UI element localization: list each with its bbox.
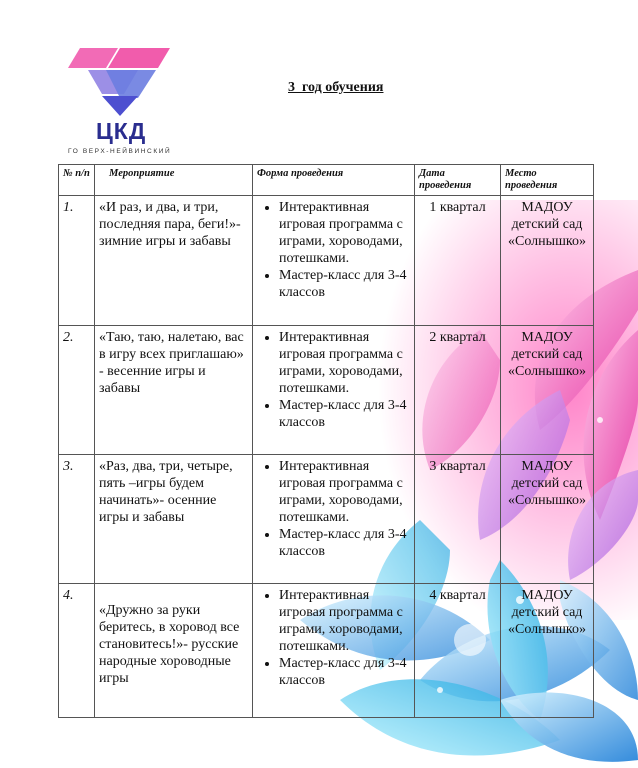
row-place: МАДОУ детский сад «Солнышко» (501, 584, 594, 718)
form-item: • Мастер-класс для 3-4 классов (279, 526, 410, 560)
row-event: «Таю, таю, налетаю, вас в игру всех приглашаю» - весенние игры и забавы (95, 326, 253, 455)
row-place: МАДОУ детский сад «Солнышко» (501, 196, 594, 326)
logo-text: ЦКД (96, 118, 147, 144)
header-place: Место проведения (501, 165, 594, 196)
form-item: • Интерактивная игровая программа с играми, хороводами, потешками. (279, 199, 410, 267)
form-item: • Интерактивная игровая программа с играми, хороводами, потешками. (279, 587, 410, 655)
header-date: Дата проведения (415, 165, 501, 196)
row-place: МАДОУ детский сад «Солнышко» (501, 326, 594, 455)
table-header-row (59, 165, 594, 196)
row-date: 1 квартал (415, 196, 501, 326)
form-item: • Интерактивная игровая программа с играми, хороводами, потешками. (279, 458, 410, 526)
form-item: • Интерактивная игровая программа с играми, хороводами, потешками. (279, 329, 410, 397)
row-number: 4. (59, 584, 95, 718)
row-event: «Раз, два, три, четыре, пять –игры будем начинать»- осенние игры и забавы (95, 455, 253, 584)
table-row (59, 196, 594, 326)
table-row (59, 326, 594, 455)
form-item: • Мастер-класс для 3-4 классов (279, 655, 410, 689)
table-row (59, 584, 594, 718)
row-number: 2. (59, 326, 95, 455)
row-event: «Дружно за руки беритесь, в хоровод все становитесь!»- русские народные хороводные игры (95, 584, 253, 718)
header-form: Форма проведения (253, 165, 415, 196)
row-date: 2 квартал (415, 326, 501, 455)
row-place: МАДОУ детский сад «Солнышко» (501, 455, 594, 584)
row-forms (253, 326, 415, 455)
row-event: «И раз, и два, и три, последняя пара, беги!»- зимние игры и забавы (95, 196, 253, 326)
table-row (59, 455, 594, 584)
header-event: Мероприятие (95, 165, 253, 196)
row-number: 1. (59, 196, 95, 326)
row-date: 4 квартал (415, 584, 501, 718)
logo-subtext: ГО ВЕРХ-НЕЙВИНСКИЙ (68, 148, 172, 155)
header-num: № п/п (59, 165, 95, 196)
row-number: 3. (59, 455, 95, 584)
schedule-table (58, 164, 594, 718)
form-item: • Мастер-класс для 3-4 классов (279, 267, 410, 301)
row-date: 3 квартал (415, 455, 501, 584)
row-forms (253, 196, 415, 326)
form-item: • Мастер-класс для 3-4 классов (279, 397, 410, 431)
row-forms (253, 455, 415, 584)
row-forms (253, 584, 415, 718)
page-title: 3 год обучения (288, 80, 384, 95)
